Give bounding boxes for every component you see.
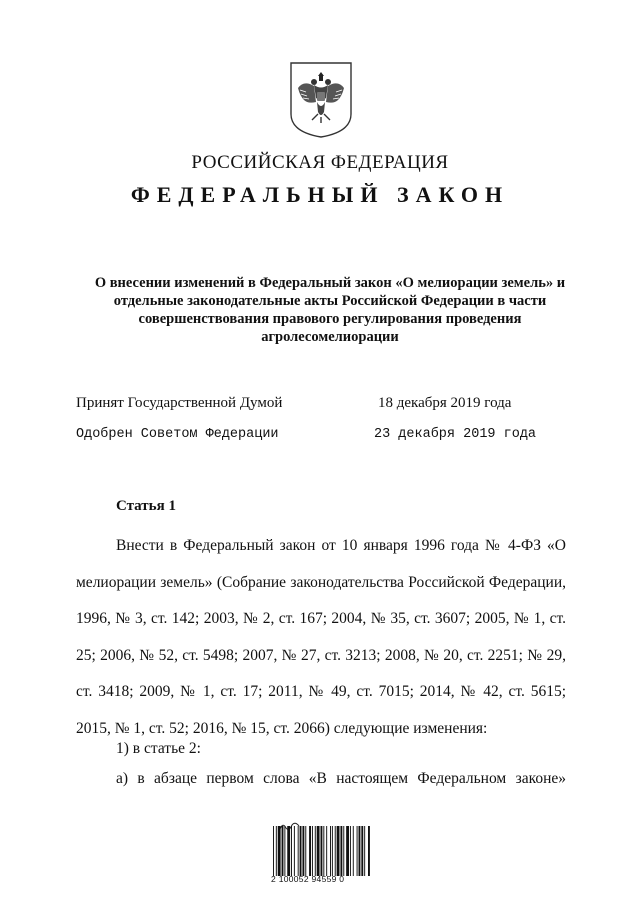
adopted-by-duma-date: 18 декабря 2019 года	[378, 395, 512, 411]
barcode-bar	[323, 826, 324, 876]
barcode	[271, 826, 371, 878]
barcode-bar	[309, 826, 311, 876]
barcode-bar	[298, 826, 299, 876]
approved-by-council-date: 23 декабря 2019 года	[374, 427, 537, 442]
barcode-bar	[278, 826, 281, 876]
barcode-bar	[340, 826, 342, 876]
country-heading: РОССИЙСКАЯ ФЕДЕРАЦИЯ	[191, 152, 449, 173]
approved-by-council-label: Одобрен Советом Федерации	[76, 427, 279, 442]
barcode-bar	[353, 826, 354, 876]
barcode-bar	[321, 826, 323, 876]
barcode-bar	[350, 826, 351, 876]
barcode-bar	[287, 826, 290, 876]
barcode-bar	[300, 826, 302, 876]
barcode-bar	[317, 826, 320, 876]
barcode-bar	[282, 826, 284, 876]
barcode-bar	[346, 826, 349, 876]
barcode-bar	[284, 826, 285, 876]
barcode-bar	[368, 826, 370, 876]
barcode-bar	[315, 826, 316, 876]
barcode-bar	[291, 826, 292, 876]
law-title: О внесении изменений в Федеральный закон «О мелиорации земель» и отдельные законодательные акты Российской Федерации в части совершенствования правового регулирования проведения агролесомелиорации	[94, 275, 566, 345]
barcode-bar	[273, 826, 274, 876]
barcode-bar	[361, 826, 363, 876]
barcode-number: 2 100052 94559 0	[271, 874, 345, 884]
barcode-bar	[294, 826, 295, 876]
barcode-bar	[357, 826, 358, 876]
article-item-1: 1) в статье 2:	[116, 740, 201, 757]
barcode-bar	[343, 826, 344, 876]
document-type-heading: ФЕДЕРАЛЬНЫЙ ЗАКОН	[130, 182, 510, 207]
barcode-bar	[276, 826, 277, 876]
barcode-bar	[335, 826, 336, 876]
barcode-bar	[359, 826, 361, 876]
article-heading: Статья 1	[116, 498, 176, 514]
article-subitem-a: а) в абзаце первом слова «В настоящем Федеральном законе»	[116, 770, 566, 787]
barcode-bar	[302, 826, 304, 876]
barcode-bar	[364, 826, 365, 876]
article-intro-paragraph: Внести в Федеральный закон от 10 января 1996 года № 4-ФЗ «О мелиорации земель» (Собрание законодательства Российской Федерации, 1996, № 3, ст. 142; 2003, № 2, ст. 167; 2004, № 35, ст. 3607; 2005, № 1, ст. 25; 2006, № 52, ст. 5498; 2007, № 27, ст. 3213; 2008, № 20, ст. 2251; № 29, ст. 3418; 2009, № 1, ст. 17; 2011, № 49, ст. 7015; 2014, № 42, ст. 5615; 2015, № 1, ст. 52; 2016, № 15, ст. 2066) следующие изменения:	[76, 537, 566, 737]
barcode-bar	[305, 826, 306, 876]
barcode-bar	[326, 826, 327, 876]
coat-of-arms-emblem	[290, 62, 352, 138]
barcode-bar	[332, 826, 333, 876]
barcode-bar	[337, 826, 340, 876]
adopted-by-duma-label: Принят Государственной Думой	[76, 395, 283, 411]
barcode-bar	[312, 826, 313, 876]
barcode-bar	[330, 826, 331, 876]
